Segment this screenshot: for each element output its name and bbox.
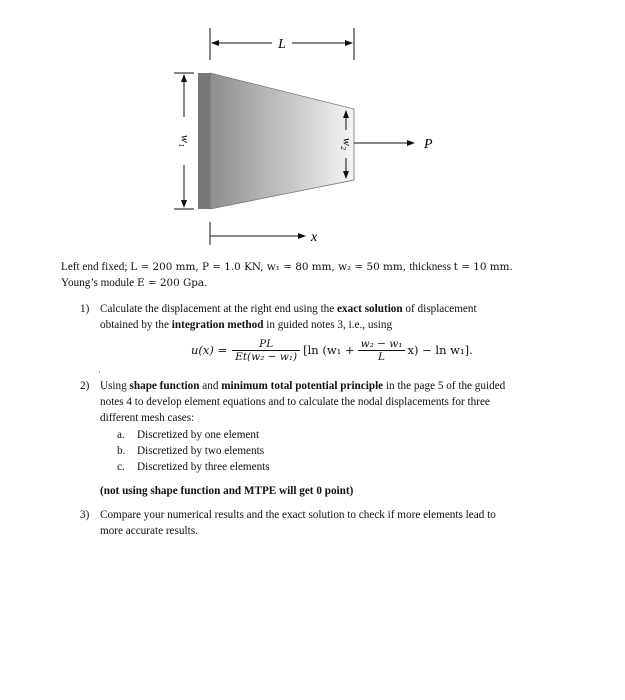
p-label: P	[424, 137, 433, 152]
q2-bold-shape-function: shape function	[129, 380, 200, 392]
q3-line-2: more accurate results.	[100, 525, 198, 537]
q3-number: 3)	[80, 509, 90, 521]
eq-inner-denominator: L	[378, 350, 386, 363]
q2-text-2: in the page 5 of the guided	[383, 380, 506, 392]
eq-inner-numerator: w₂ − w₁	[358, 338, 406, 351]
given-w1: w₁ = 80 mm,	[266, 261, 339, 273]
given-lead: Left end fixed;	[61, 261, 131, 273]
given-e: E = 200 Gpa.	[136, 277, 208, 289]
q1-line-2	[100, 318, 392, 334]
eq-numerator: PL	[232, 338, 300, 351]
q1-text-4: in guided notes 3, i.e., using	[263, 319, 393, 331]
eq-denominator: Et(w₂ − w₁)	[235, 350, 298, 363]
given-p: P = 1.0 KN,	[201, 261, 267, 273]
w2-label: w₂	[340, 137, 355, 151]
q1-line-1	[100, 302, 477, 318]
length-label: L	[278, 37, 286, 52]
q1-number: 1)	[80, 303, 90, 315]
q3-line-1: Compare your numerical results and the exact solution to check if more elements lead to	[100, 509, 496, 521]
given-t: t = 10 mm.	[453, 261, 513, 273]
q2-text-0: Using	[100, 380, 130, 392]
stray-dot: ·	[98, 367, 101, 377]
eq-main-fraction	[232, 338, 300, 363]
tapered-bar	[210, 73, 354, 209]
x-label: x	[311, 230, 318, 245]
q2-bold-mtpe: minimum total potential principle	[221, 380, 384, 392]
q1-bold-exact-solution: exact solution	[337, 303, 403, 315]
q2-grading-note: (not using shape function and MTPE will get 0 point)	[100, 485, 354, 497]
q2-line-2: notes 4 to develop element equations and to calculate the nodal displacements for three	[100, 396, 490, 408]
q1-text-2: of displacement	[402, 303, 477, 315]
q2-number: 2)	[80, 380, 90, 392]
q2-item-a-label: a.	[117, 429, 125, 441]
q1-text-1: Calculate the displacement at the right end using the	[100, 303, 338, 315]
q2-line-1	[100, 379, 505, 395]
eq-lhs: u(x) =	[191, 343, 228, 357]
tapered-bar-figure	[0, 0, 625, 255]
w1-label: w₁	[178, 134, 193, 148]
eq-inner-fraction	[358, 338, 406, 363]
given-data-line-1	[61, 260, 513, 276]
given-l: L = 200 mm,	[130, 261, 202, 273]
q2-item-b-label: b.	[117, 445, 126, 457]
given-thickness-lead: thickness	[409, 261, 454, 273]
q2-item-c-text: Discretized by three elements	[137, 461, 270, 473]
fixed-wall	[198, 73, 210, 209]
q2-item-b-text: Discretized by two elements	[137, 445, 265, 457]
eq-ln-close: x) − ln w₁].	[407, 343, 473, 357]
q2-item-a-text: Discretized by one element	[137, 429, 260, 441]
q2-line-3: different mesh cases:	[100, 412, 195, 424]
q2-item-c-label: c.	[117, 461, 125, 473]
given-w2: w₂ = 50 mm,	[338, 261, 410, 273]
q2-text-1: and	[199, 380, 222, 392]
given-e-lead: Young’s module	[61, 277, 137, 289]
q1-text-3: obtained by the	[100, 319, 172, 331]
q1-bold-integration-method: integration method	[171, 319, 264, 331]
given-data-line-2	[61, 276, 207, 292]
exact-solution-equation	[191, 333, 473, 367]
eq-ln-open: [ln (w₁ +	[303, 343, 355, 357]
